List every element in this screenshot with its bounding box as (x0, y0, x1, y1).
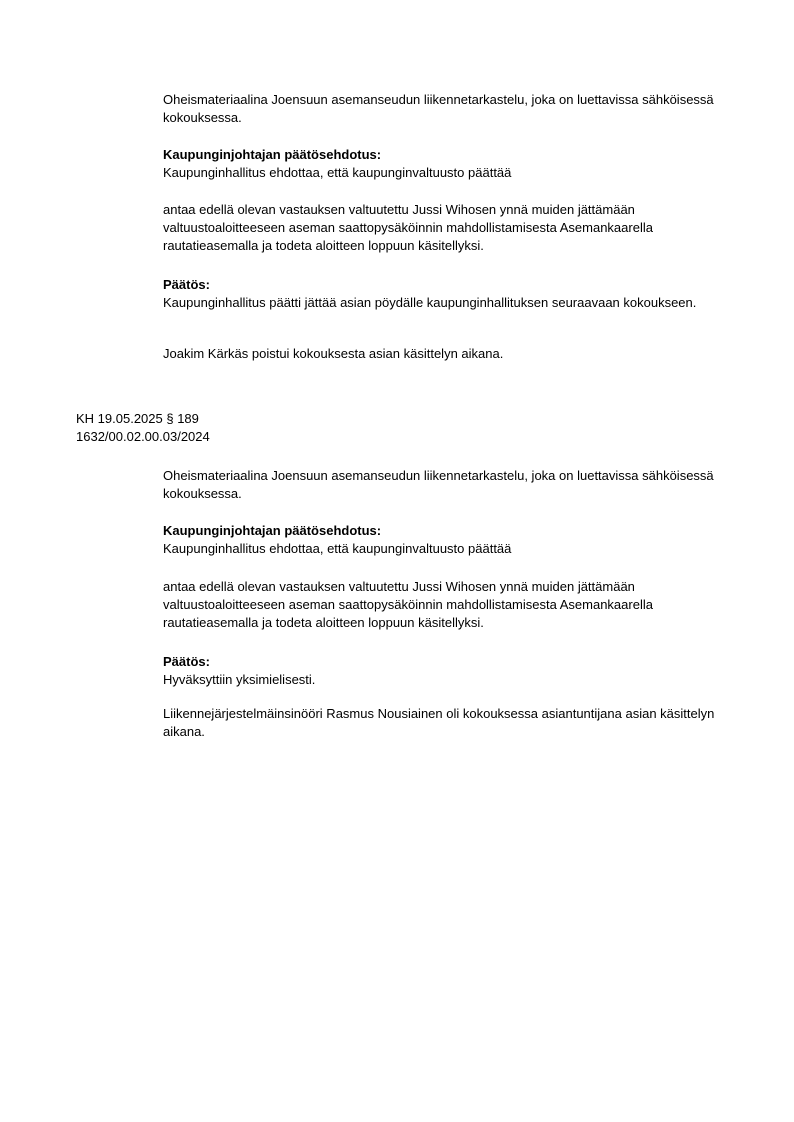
decision-heading-2: Päätös: (163, 654, 210, 669)
proposal-intro-1: Kaupunginhallitus ehdottaa, että kaupunginvaltuusto päättää (163, 165, 512, 180)
proposal-heading-2: Kaupunginjohtajan päätösehdotus: (163, 523, 382, 538)
decision-heading-1: Päätös: (163, 277, 210, 292)
note-2: Liikennejärjestelmäinsinööri Rasmus Nousiainen oli kokouksessa asiantuntijana asian käsittelyn aikana. (163, 706, 715, 739)
note-1: Joakim Kärkäs poistui kokouksesta asian käsittelyn aikana. (163, 346, 504, 361)
decision-text-1: Kaupunginhallitus päätti jättää asian pöydälle kaupunginhallituksen seuraavaan kokoukseen. (163, 295, 697, 310)
meeting-date-paragraph: KH 19.05.2025 § 189 (76, 411, 199, 426)
proposal-heading-1: Kaupunginjohtajan päätösehdotus: (163, 147, 382, 162)
attachment-note-2: Oheismateriaalina Joensuun asemanseudun liikennetarkastelu, joka on luettavissa sähköisessä kokouksessa. (163, 468, 714, 501)
proposal-body-2: antaa edellä olevan vastauksen valtuutettu Jussi Wihosen ynnä muiden jättämään valtuustoaloitteeseen aseman saattopysäköinnin mahdollistamisesta Asemankaarella rautatieasemalla ja todeta aloitteen loppuun käsitellyksi. (163, 579, 653, 630)
diary-number: 1632/00.02.00.03/2024 (76, 429, 210, 444)
attachment-note-1: Oheismateriaalina Joensuun asemanseudun liikennetarkastelu, joka on luettavissa sähköisessä kokouksessa. (163, 92, 714, 125)
meeting-reference (76, 410, 376, 446)
proposal-intro-2: Kaupunginhallitus ehdottaa, että kaupunginvaltuusto päättää (163, 541, 512, 556)
proposal-body-1: antaa edellä olevan vastauksen valtuutettu Jussi Wihosen ynnä muiden jättämään valtuustoaloitteeseen aseman saattopysäköinnin mahdollistamisesta Asemankaarella rautatieasemalla ja todeta aloitteen loppuun käsitellyksi. (163, 202, 653, 253)
decision-text-2: Hyväksyttiin yksimielisesti. (163, 672, 316, 687)
